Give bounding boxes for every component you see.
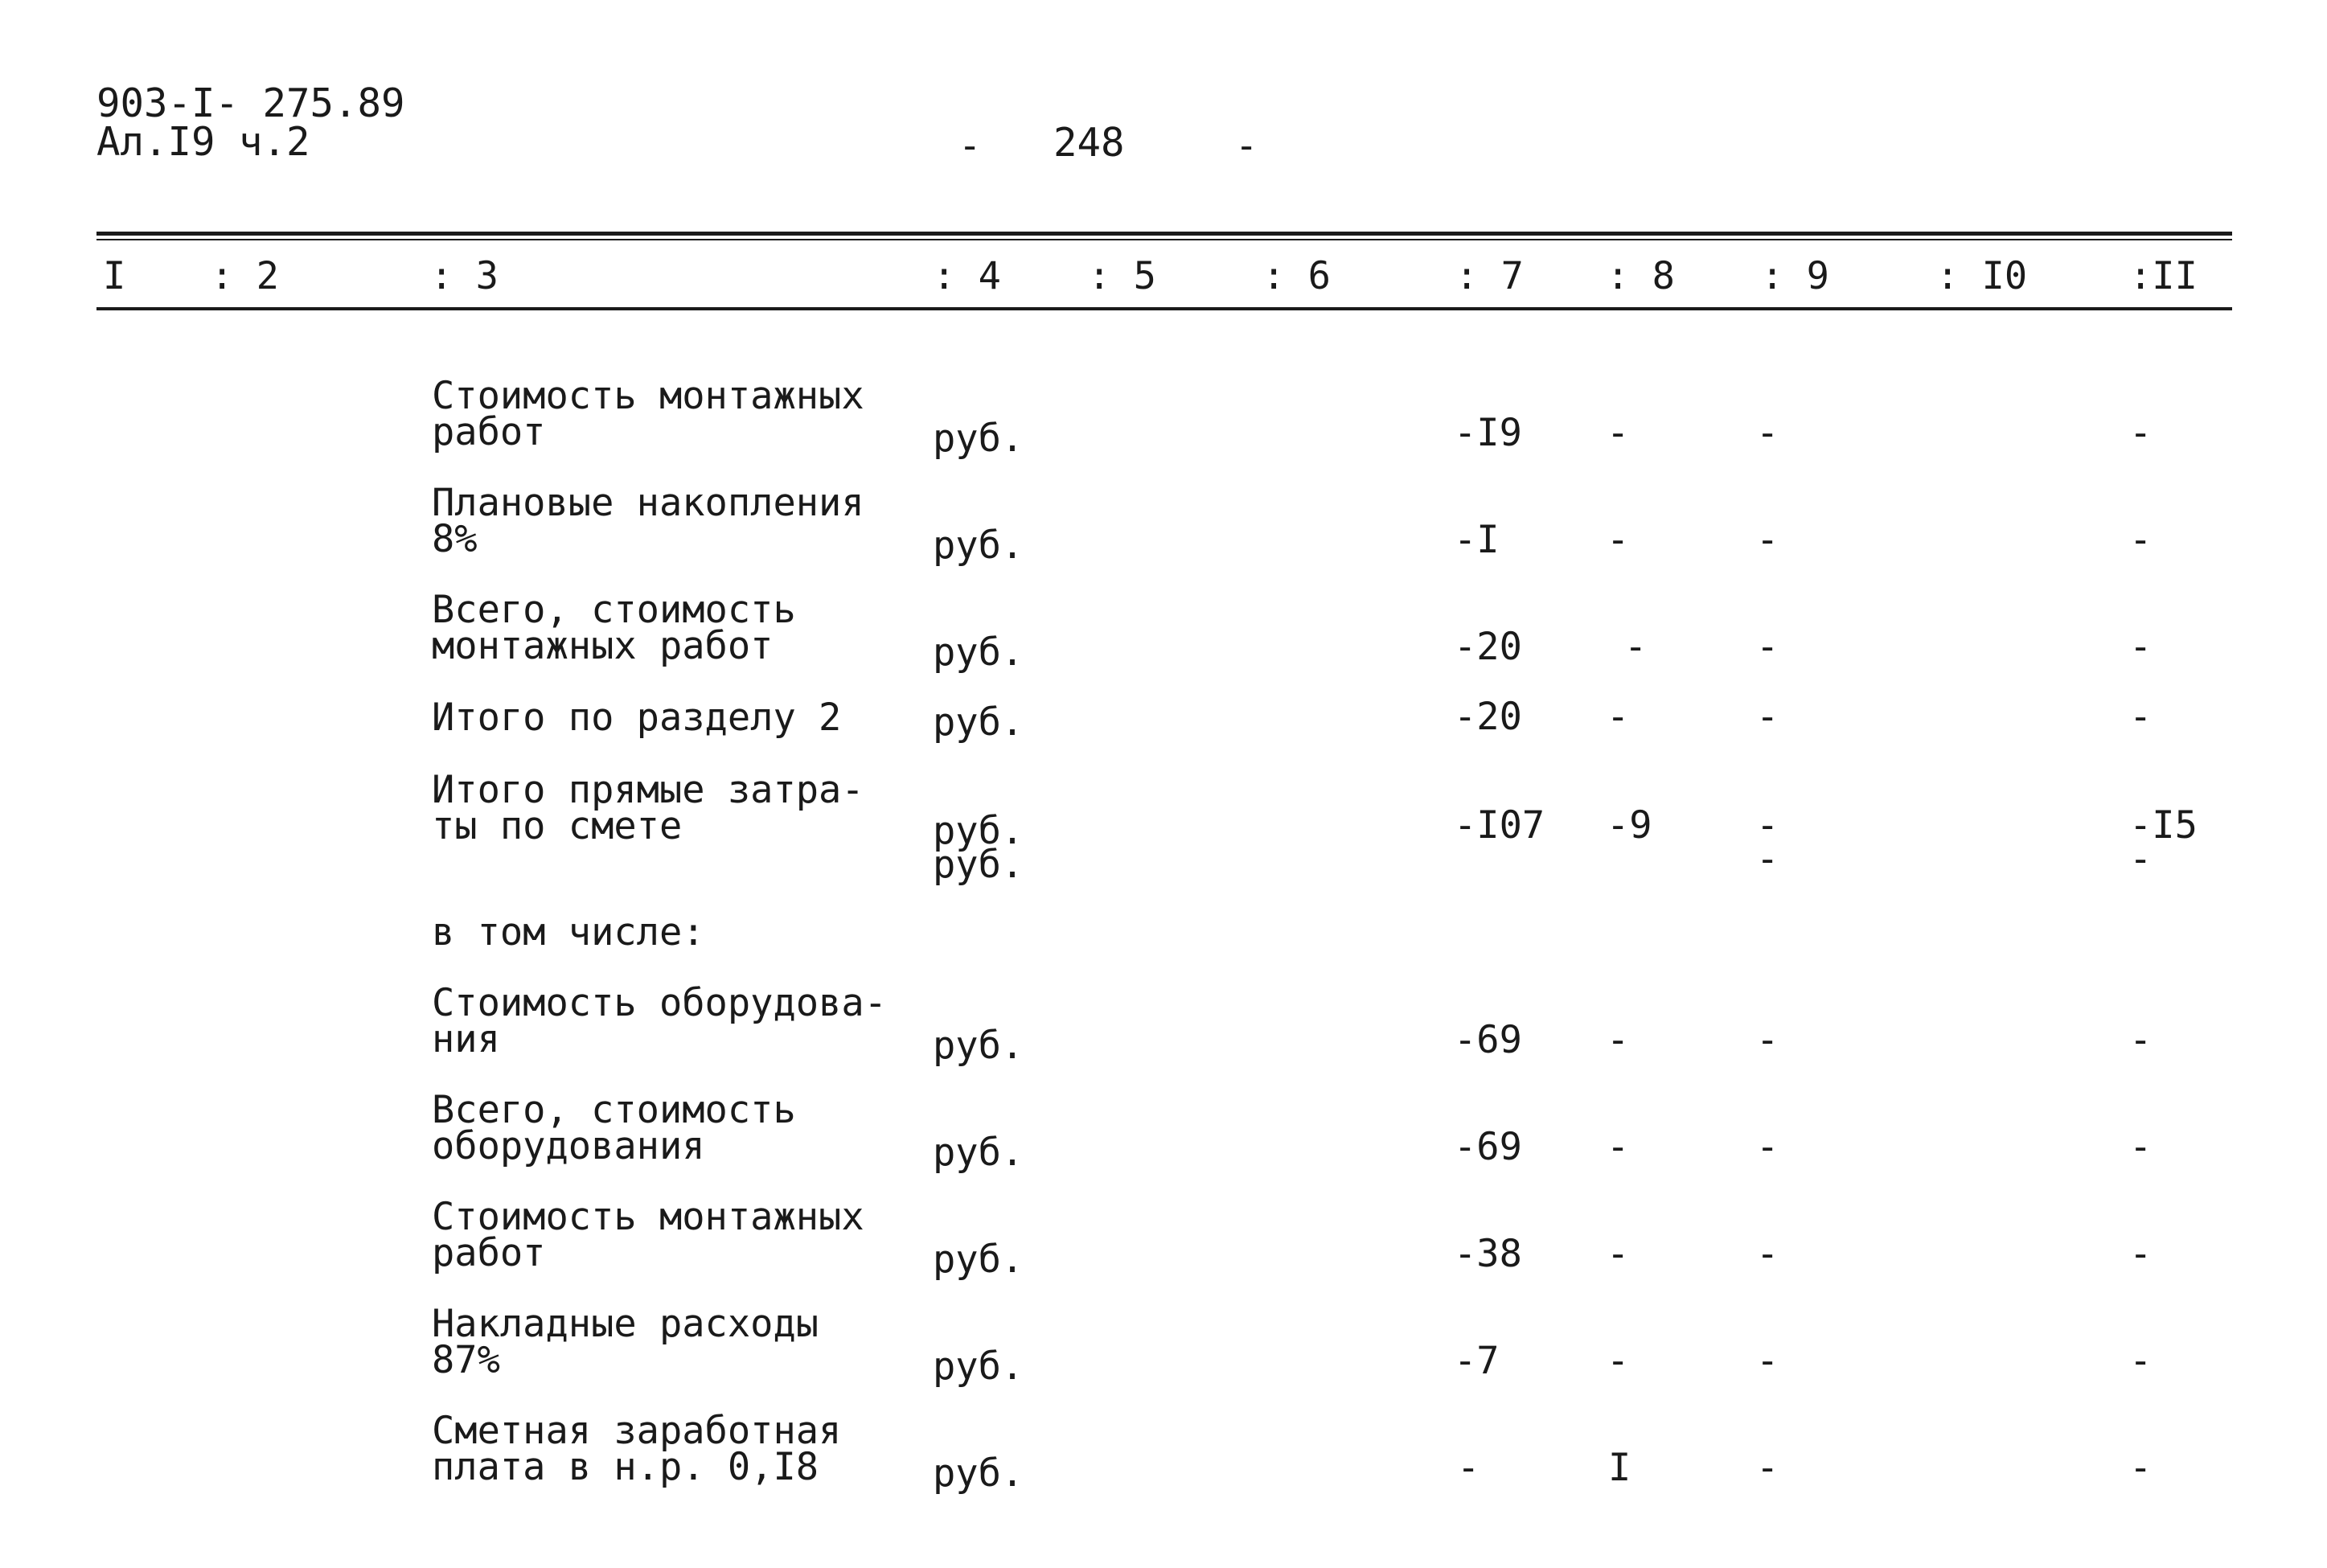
col-9-value: - xyxy=(1756,1125,1779,1169)
column-header-3: : 3 xyxy=(430,254,499,298)
row-description-line-2: оборудования xyxy=(432,1124,705,1168)
col-7-value: -I xyxy=(1454,518,1500,562)
row-description-line-1: Всего, стоимость xyxy=(432,1088,796,1132)
unit-cell: руб. xyxy=(933,523,1024,568)
row-description-line-1: Стоимость оборудова- xyxy=(432,981,887,1025)
row-description-line-1: Итого прямые затра- xyxy=(432,768,864,812)
row-description-line-2: плата в н.р. 0,I8 xyxy=(432,1445,819,1489)
col-11-value: -I5 xyxy=(2129,803,2198,848)
column-header-2: : 2 xyxy=(211,254,279,298)
col-9-value: - xyxy=(1756,1018,1779,1062)
row-description-line-2: ты по смете xyxy=(432,804,683,848)
col-9-value: - xyxy=(1756,1446,1779,1490)
row-description-line-1: Плановые накопления xyxy=(432,481,864,525)
row-description-line-1: Итого по разделу 2 xyxy=(432,696,842,740)
unit-cell: руб. xyxy=(933,630,1024,675)
unit-cell: руб. xyxy=(933,700,1024,745)
col-11-value: - xyxy=(2129,1018,2153,1062)
page-number: 248 xyxy=(1053,120,1125,166)
column-header-8: : 8 xyxy=(1607,254,1675,298)
table-top-rule xyxy=(96,232,2232,236)
column-header-10: : I0 xyxy=(1936,254,2028,298)
col-8-value: - xyxy=(1607,1125,1630,1169)
document-code: 903-I- 275.89 xyxy=(96,80,405,126)
album-reference: Ал.I9 ч.2 xyxy=(96,119,310,165)
col-8-value: - xyxy=(1607,518,1630,562)
row-description-line-2: 8% xyxy=(432,517,478,561)
row-description-line-1: Всего, стоимость xyxy=(432,588,796,632)
row-description-line-1: в том числе: xyxy=(432,910,705,954)
col-11-value: - xyxy=(2129,625,2153,669)
row-description-line-1: Стоимость монтажных xyxy=(432,374,864,418)
col-8-value: - xyxy=(1607,1339,1630,1383)
col-8-value: - xyxy=(1607,695,1630,739)
col-8-value: - xyxy=(1607,411,1630,455)
page-dash-left: - xyxy=(958,124,982,168)
column-header-7: : 7 xyxy=(1455,254,1524,298)
row-description-line-2: 87% xyxy=(432,1338,500,1382)
row-description-line-1: Накладные расходы xyxy=(432,1302,819,1346)
unit-cell-2: руб. xyxy=(933,843,1024,887)
row-description-line-2: ния xyxy=(432,1017,500,1061)
col-9-value: - xyxy=(1756,518,1779,562)
col-11-value: - xyxy=(2129,695,2153,739)
header-bottom-rule xyxy=(96,307,2232,310)
unit-cell: руб. xyxy=(933,1024,1024,1068)
col-7-value: -I07 xyxy=(1454,803,1545,848)
column-header-9: : 9 xyxy=(1761,254,1829,298)
col-7-value: -20 xyxy=(1454,625,1522,669)
column-header-5: : 5 xyxy=(1088,254,1156,298)
col-8-value: - xyxy=(1624,625,1648,669)
col-8-value: I xyxy=(1608,1446,1631,1490)
unit-cell: руб. xyxy=(933,1238,1024,1282)
column-header-1: I xyxy=(103,254,126,298)
col-7-value: -I9 xyxy=(1454,411,1522,455)
col-9-value: - xyxy=(1756,1339,1779,1383)
col-11-value: - xyxy=(2129,1446,2153,1490)
col-9-value: - xyxy=(1756,625,1779,669)
col-11-value-2: - xyxy=(2129,837,2153,881)
row-description-line-1: Сметная заработная xyxy=(432,1409,842,1453)
col-7-value: -20 xyxy=(1454,695,1522,739)
column-header-11: :II xyxy=(2129,254,2198,298)
col-11-value: - xyxy=(2129,1339,2153,1383)
column-header-4: : 4 xyxy=(933,254,1001,298)
row-description-line-1: Стоимость монтажных xyxy=(432,1195,864,1239)
row-description-line-2: работ xyxy=(432,1231,546,1275)
row-description-line-2: работ xyxy=(432,410,546,454)
col-9-value: - xyxy=(1756,695,1779,739)
col-8-value: - xyxy=(1607,1018,1630,1062)
page-dash-right: - xyxy=(1235,124,1258,168)
col-9-value: - xyxy=(1756,803,1779,848)
col-7-value: - xyxy=(1457,1446,1480,1490)
col-11-value: - xyxy=(2129,1125,2153,1169)
col-11-value: - xyxy=(2129,518,2153,562)
col-8-value: - xyxy=(1607,1232,1630,1276)
col-9-value: - xyxy=(1756,1232,1779,1276)
col-11-value: - xyxy=(2129,411,2153,455)
col-7-value: -7 xyxy=(1454,1339,1500,1383)
unit-cell: руб. xyxy=(933,809,1024,853)
unit-cell: руб. xyxy=(933,417,1024,461)
column-header-6: : 6 xyxy=(1262,254,1331,298)
unit-cell: руб. xyxy=(933,1344,1024,1389)
col-7-value: -69 xyxy=(1454,1125,1522,1169)
table-top-rule-thin xyxy=(96,239,2232,240)
unit-cell: руб. xyxy=(933,1451,1024,1496)
col-11-value: - xyxy=(2129,1232,2153,1276)
row-description-line-2: монтажных работ xyxy=(432,624,774,668)
col-7-value: -38 xyxy=(1454,1232,1522,1276)
col-7-value: -69 xyxy=(1454,1018,1522,1062)
col-9-value-2: - xyxy=(1756,837,1779,881)
unit-cell: руб. xyxy=(933,1131,1024,1175)
col-8-value: -9 xyxy=(1607,803,1652,848)
col-9-value: - xyxy=(1756,411,1779,455)
